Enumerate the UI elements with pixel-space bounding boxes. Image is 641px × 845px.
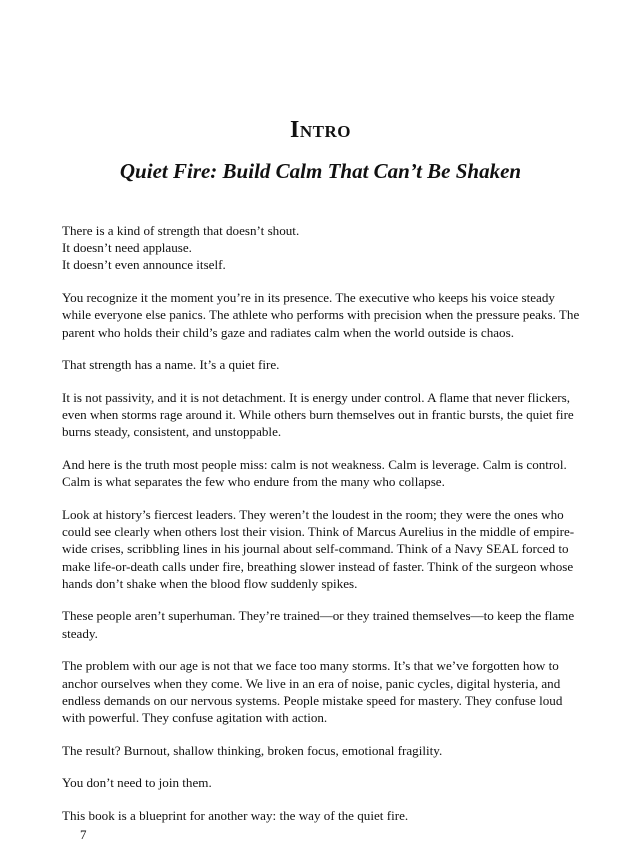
paragraph: The problem with our age is not that we face too many storms. It’s that we’ve forgotten how to anchor ourselves when they come. We live in an era of noise, panic cycles, digital hysteria, and endless demands on our nervous systems. People mistake speed for mastery. They confuse loud with powerful. They confuse agitation with action. xyxy=(62,658,563,725)
paragraph: That strength has a name. It’s a quiet fire. xyxy=(62,357,280,373)
paragraph: Look at history’s fiercest leaders. They weren’t the loudest in the room; they were the ones who could see clearly when others lost their vision. Think of Marcus Aurelius in the middle of empire-wide crises, scribbling lines in his journal about self-command. Think of a Navy SEAL forced to make life-or-death calls under fire, breathing slower instead of faster. Think of the surgeon whose hands don’t shake when the blood flow suddenly spikes. xyxy=(62,506,575,591)
chapter-title: Intro xyxy=(290,117,351,143)
page-number: 7 xyxy=(80,827,87,842)
paragraph: You don’t need to join them. xyxy=(62,775,212,791)
chapter-subtitle: Quiet Fire: Build Calm That Can’t Be Shaken xyxy=(119,159,522,183)
paragraph: This book is a blueprint for another way: the way of the quiet fire. xyxy=(62,808,409,824)
opening-line: There is a kind of strength that doesn’t shout. xyxy=(62,223,300,238)
paragraph: These people aren’t superhuman. They’re trained—or they trained themselves—to keep the flame steady. xyxy=(62,608,575,641)
paragraph: It is not passivity, and it is not detachment. It is energy under control. A flame that never flickers, even when storms rage around it. While others burn themselves out in frantic bursts, the quiet fire burns steady, consistent, and unstoppable. xyxy=(62,389,574,440)
paragraph: The result? Burnout, shallow thinking, broken focus, emotional fragility. xyxy=(62,742,443,758)
opening-line: It doesn’t need applause. xyxy=(62,240,192,256)
paragraph-opening xyxy=(62,222,580,274)
paragraph: You recognize it the moment you’re in its presence. The executive who keeps his voice steady while everyone else panics. The athlete who performs with precision when the pressure peaks. The parent who holds their child’s gaze and radiates calm when the world outside is chaos. xyxy=(62,290,580,340)
body-text xyxy=(62,222,580,840)
opening-line: It doesn’t even announce itself. xyxy=(62,257,226,273)
paragraph: And here is the truth most people miss: calm is not weakness. Calm is leverage. Calm is control. Calm is what separates the few who endure from the many who collapse. xyxy=(62,457,567,490)
